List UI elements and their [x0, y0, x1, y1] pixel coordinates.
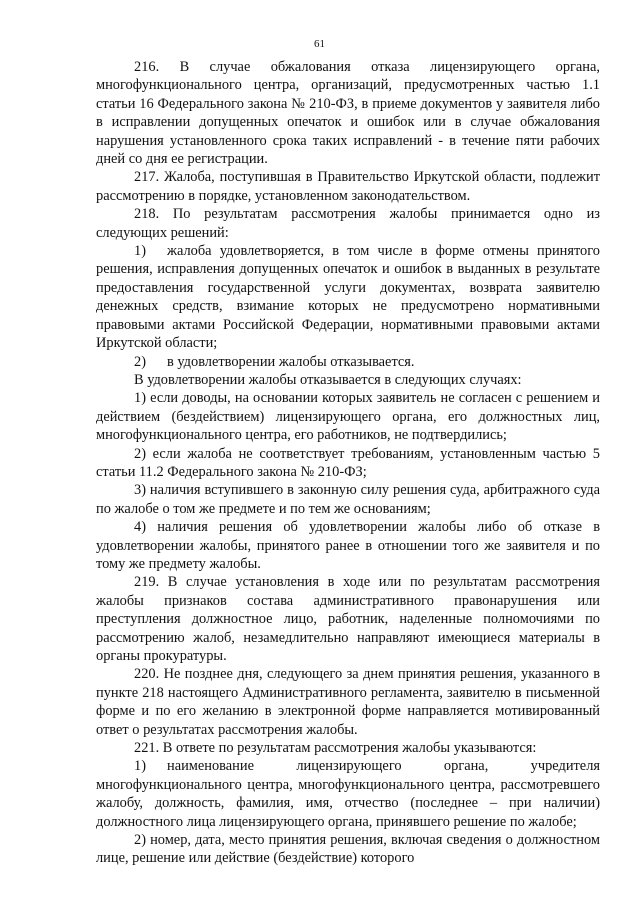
paragraph-221: 221. В ответе по результатам рассмотрения жалобы указываются: [134, 740, 537, 757]
list-number: 1) [134, 243, 146, 260]
paragraph-refusal-intro: В удовлетворении жалобы отказывается в следующих случаях: [134, 371, 522, 388]
page-number: 61 [314, 38, 325, 50]
list-item-text: наименование лицензирующего органа, учредителя многофункционального центра, многофункционального центра, рассмотревшего жалобу, должность, фамилия, имя, отчество (последнее – при наличии) должностного лица лицензирующего органа, принявшего решение по жалобе; [96, 758, 600, 830]
list-item-218-1 [96, 242, 600, 352]
paragraph-218: 218. По результатам рассмотрения жалобы принимается одно из следующих решений: [96, 206, 600, 241]
list-item-text: жалоба удовлетворяется, в том числе в форме отмены принятого решения, исправления допущенных опечаток и ошибок в выданных в результате предоставления государственной услуги документах, возврата заявителю денежных средств, взимание которых не предусмотрено нормативными правовыми актами Российской Федерации, нормативными правовыми актами Иркутской области; [96, 243, 600, 352]
paragraph-refusal-3: 3) наличия вступившего в законную силу решения суда, арбитражного суда по жалобе о том же предмете и по тем же основаниям; [96, 482, 600, 517]
paragraph-216: 216. В случае обжалования отказа лицензирующего органа, многофункционального центра, организаций, предусмотренных частью 1.1 статьи 16 Федерального закона № 210-ФЗ, в приеме документов у заявителя либо в исправлении допущенных опечаток и ошибок или в случае обжалования нарушения установленного срока таких исправлений - в течение пяти рабочих дней со дня ее регистрации. [96, 59, 600, 168]
list-item-text: в удовлетворении жалобы отказывается. [167, 353, 415, 370]
list-number: 1) [134, 758, 146, 775]
paragraph-221-2: 2) номер, дата, место принятия решения, включая сведения о должностном лице, решение или действие (бездействие) которого [96, 832, 600, 867]
document-body [96, 58, 600, 868]
paragraph-217: 217. Жалоба, поступившая в Правительство Иркутской области, подлежит рассмотрению в порядке, установленном законодательством. [96, 169, 600, 204]
list-item-218-2 [96, 353, 600, 371]
paragraph-219: 219. В случае установления в ходе или по результатам рассмотрения жалобы признаков состава административного правонарушения или преступления должностное лицо, работник, наделенные полномочиями по рассмотрению жалоб, незамедлительно направляют имеющиеся материалы в органы прокуратуры. [96, 574, 600, 664]
list-item-221-1 [96, 757, 600, 831]
paragraph-refusal-4: 4) наличия решения об удовлетворении жалобы либо об отказе в удовлетворении жалобы, принятого ранее в отношении того же заявителя и по тому же предмету жалобы. [96, 519, 600, 572]
paragraph-refusal-2: 2) если жалоба не соответствует требованиям, установленным частью 5 статьи 11.2 Федерального закона № 210-ФЗ; [96, 445, 600, 480]
paragraph-220: 220. Не позднее дня, следующего за днем принятия решения, указанного в пункте 218 настоящего Административного регламента, заявителю в письменной форме и по его желанию в электронной форме направляется мотивированный ответ о результатах рассмотрения жалобы. [96, 666, 600, 738]
paragraph-refusal-1: 1) если доводы, на основании которых заявитель не согласен с решением и действием (бездействием) лицензирующего органа, его должностных лиц, многофункционального центра, его работников, не подтвердились; [96, 390, 600, 444]
list-number: 2) [134, 353, 146, 370]
